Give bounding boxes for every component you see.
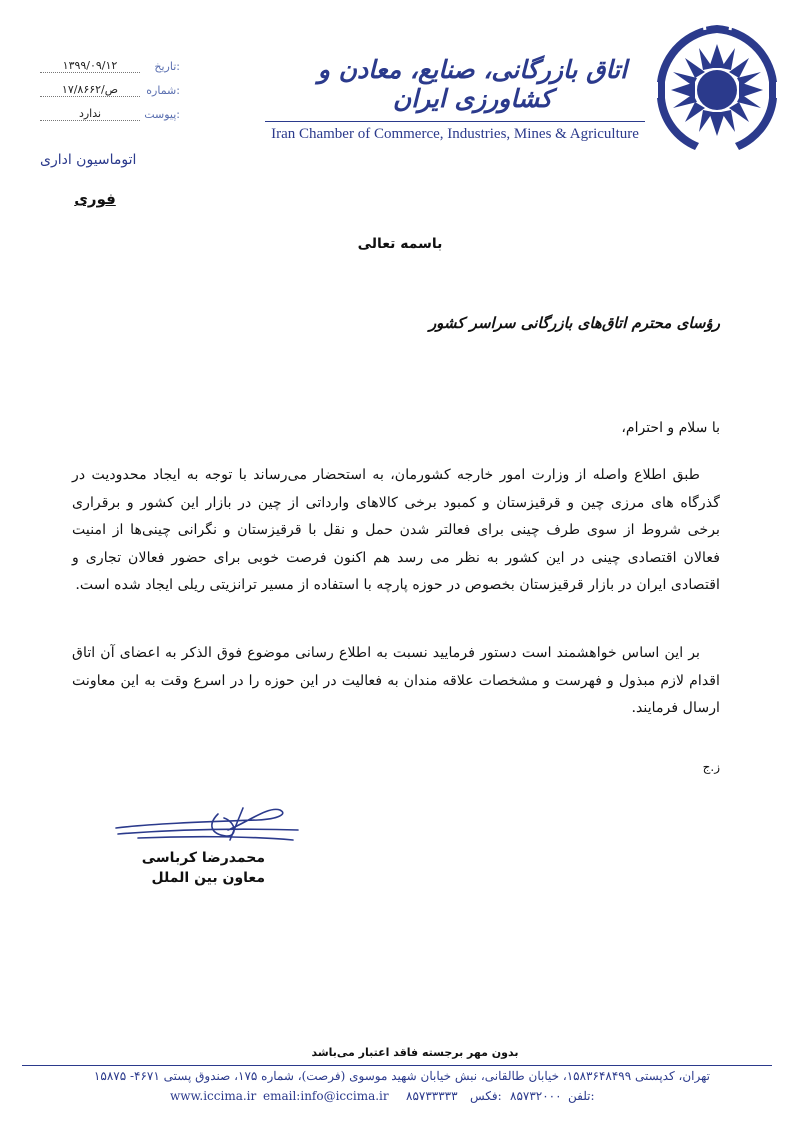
header-divider — [265, 121, 645, 122]
footer-validity-note: بدون مهر برجسته فاقد اعتبار می‌باشد — [311, 1046, 519, 1059]
organization-name-english: Iran Chamber of Commerce, Industries, Mines & Agriculture — [271, 126, 639, 142]
automation-unit-stamp: اتوماسیون اداری — [40, 152, 137, 168]
attachment-value: ندارد — [40, 108, 140, 121]
organization-name-persian: اتاق بازرگانی، صنایع، معادن و کشاورزی ایران — [317, 55, 628, 113]
number-field — [40, 84, 180, 102]
date-value: ۱۳۹۹/۰۹/۱۲ — [40, 60, 140, 73]
date-label: تاریخ: — [154, 60, 180, 73]
iccima-emblem-icon — [655, 22, 780, 157]
body-paragraph-2: بر این اساس خواهشمند است دستور فرمایید نسبت به اطلاع رسانی موضوع فوق الذکر به اعضای آن اتاق اقدام لازم مبذول و فهرست و مشخصات علاقه مندان به فعالیت در این حوزه را در اسرع وقت به این معاونت ارسال فرمایند. — [72, 645, 720, 716]
attachment-field — [40, 108, 180, 126]
fax-number: ۸۵۷۳۳۳۳۳ — [406, 1089, 458, 1103]
date-field — [40, 60, 180, 78]
attachment-label: پیوست: — [144, 108, 180, 121]
signatory-title: معاون بین الملل — [151, 870, 265, 886]
phone-number: ۸۵۷۳۲۰۰۰ — [510, 1089, 562, 1103]
number-value: ۱۷/۸۶۶۲/ص — [40, 84, 140, 97]
website-link[interactable]: www.iccima.ir — [170, 1089, 257, 1103]
urgency-label: فوری — [74, 190, 116, 208]
email-link[interactable]: email:info@iccima.ir — [263, 1089, 389, 1103]
footer-divider — [22, 1065, 772, 1066]
typist-initials: ز.ج — [702, 760, 720, 774]
opening-invocation: باسمه تعالی — [357, 236, 443, 252]
footer-contact — [170, 1089, 595, 1107]
phone-label: تلفن: — [568, 1089, 595, 1103]
recipient-line: رؤسای محترم اتاق‌های بازرگانی سراسر کشور — [428, 314, 720, 332]
signatory-name: محمدرضا کرباسی — [141, 850, 265, 866]
number-label: شماره: — [146, 84, 180, 97]
body-paragraph-1: طبق اطلاع واصله از وزارت امور خارجه کشورمان، به استحضار می‌رساند با توجه به ایجاد محدودیت در گذرگاه های مرزی چین و قرقیزستان و کمبود برخی کالاهای وارداتی از چین در بازار این کشور و برقراری برخی شروط از سوی طرف چینی برای فعالتر شدن حمل و نقل با قرقیزستان و نگرانی چینی‌ها از امنیت فعالان اقتصادی چینی در این کشور به نظر می رسد هم اکنون فرصت خوبی برای حضور فعالان تجاری و اقتصادی ایران در بازار قرقیزستان بخصوص در حوزه پارچه با استفاده از مسیر ترانزیتی ریلی ایجاد شده است. — [72, 467, 720, 593]
footer-address: تهران، کدپستی ۱۵۸۳۶۴۸۴۹۹، خیابان طالقانی، نبش خیابان شهید موسوی (فرصت)، شماره ۱۷۵، صندوق پستی ۴۶۷۱- ۱۵۸۷۵ — [93, 1069, 710, 1083]
greeting: با سلام و احترام، — [621, 420, 720, 436]
signatory — [120, 848, 265, 888]
fax-label: فکس: — [470, 1089, 502, 1103]
